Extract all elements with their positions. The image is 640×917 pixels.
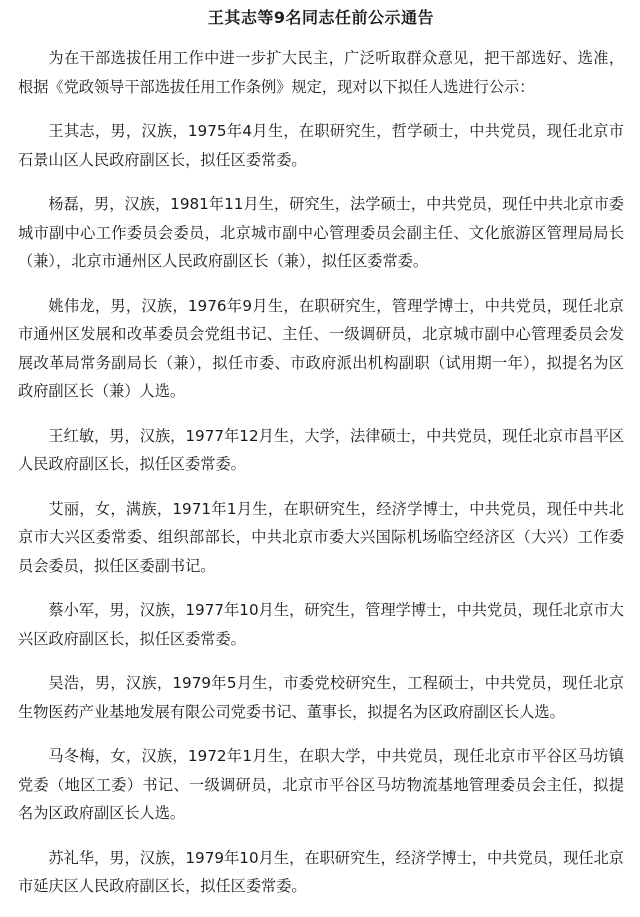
candidate-paragraph-5: 艾丽，女，满族，1971年1月生，在职研究生，经济学博士，中共党员，现任中共北京市大兴区委常委、组织部部长，中共北京市委大兴国际机场临空经济区（大兴）工作委员会委员，拟任区委副书记。 xyxy=(18,499,624,575)
candidate-paragraph-7: 吴浩，男，汉族，1979年5月生，市委党校研究生，工程硕士，中共党员，现任北京生物医药产业基地发展有限公司党委书记、董事长，拟提名为区政府副区长人选。 xyxy=(18,674,624,721)
candidate-paragraph-1: 王其志，男，汉族，1975年4月生，在职研究生，哲学硕士，中共党员，现任北京市石景山区人民政府副区长，拟任区委常委。 xyxy=(18,122,624,169)
candidate-paragraph-4: 王红敏，男，汉族，1977年12月生，大学，法律硕士，中共党员，现任北京市昌平区人民政府副区长，拟任区委常委。 xyxy=(18,426,624,473)
candidate-paragraph-9: 苏礼华，男，汉族，1979年10月生，在职研究生，经济学博士，中共党员，现任北京市延庆区人民政府副区长，拟任区委常委。 xyxy=(18,848,624,895)
candidate-paragraph-8: 马冬梅，女，汉族，1972年1月生，在职大学，中共党员，现任北京市平谷区马坊镇党委（地区工委）书记、一级调研员，北京市平谷区马坊物流基地管理委员会主任，拟提名为区政府副区长人选。 xyxy=(18,747,624,822)
candidate-paragraph-3: 姚伟龙，男，汉族，1976年9月生，在职研究生，管理学博士，中共党员，现任北京市通州区发展和改革委员会党组书记、主任、一级调研员，北京城市副中心管理委员会发展改革局常务副局长（兼），拟任市委、市政府派出机构副职（试用期一年），拟提名为区政府副区长（兼）人选。 xyxy=(18,296,624,400)
intro-paragraph: 为在干部选拔任用工作中进一步扩大民主，广泛听取群众意见，把干部选好、选准，根据《党政领导干部选拔任用工作条例》规定，现对以下拟任人选进行公示： xyxy=(18,49,624,96)
candidate-paragraph-2: 杨磊，男，汉族，1981年11月生，研究生，法学硕士，中共党员，现任中共北京市委城市副中心工作委员会委员，北京城市副中心管理委员会副主任、文化旅游区管理局局长（兼），北京市通州区人民政府副区长（兼），拟任区委常委。 xyxy=(18,195,624,270)
notice-title: 王其志等9名同志任前公示通告 xyxy=(207,8,435,27)
notice-document xyxy=(18,6,624,917)
candidate-paragraph-6: 蔡小军，男，汉族，1977年10月生，研究生，管理学博士，中共党员，现任北京市大兴区政府副区长，拟任区委常委。 xyxy=(18,601,624,648)
